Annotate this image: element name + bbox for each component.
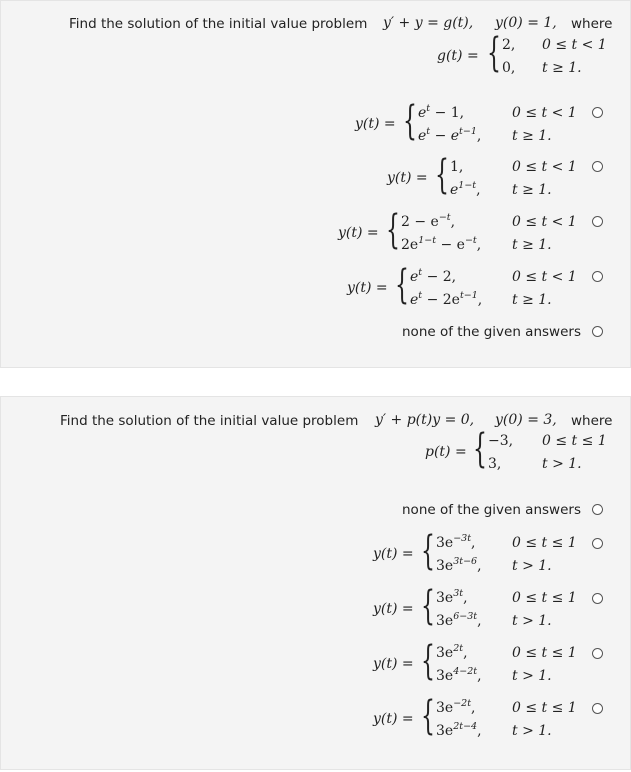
radio-button[interactable] xyxy=(592,648,603,659)
radio-button[interactable] xyxy=(592,504,603,515)
option-case2-condition: t ≥ 1. xyxy=(512,237,552,253)
g-case2-condition: t ≥ 1. xyxy=(542,60,582,76)
p-case1-condition: 0 ≤ t ≤ 1 xyxy=(542,433,607,449)
option-brace: { xyxy=(386,207,400,253)
option-lhs: y(t) = xyxy=(373,546,414,562)
option-case1-condition: 0 ≤ t < 1 xyxy=(512,159,577,175)
option-case2-expr: $3e^{2t-4}$, xyxy=(436,721,482,739)
option-case1-expr: 1, xyxy=(450,159,464,175)
option-lhs: y(t) = xyxy=(373,656,414,672)
option-case2-expr: $2e^{1-t} - e^{-t}$, xyxy=(401,235,482,253)
option-case2-expr: $3e^{6-3t}$, xyxy=(436,611,482,629)
option-case2-condition: t > 1. xyxy=(512,613,552,629)
g-case1-condition: 0 ≤ t < 1 xyxy=(542,37,607,53)
option-case1-condition: 0 ≤ t ≤ 1 xyxy=(512,535,577,551)
option-lhs: y(t) = xyxy=(338,225,379,241)
g-case2-value: 0, xyxy=(502,60,516,76)
question-2-initial-condition: y(0) = 3, xyxy=(495,412,557,428)
option-case1-expr: $e^t - 2$, xyxy=(410,267,457,285)
p-case2-condition: t > 1. xyxy=(542,456,582,472)
radio-button[interactable] xyxy=(592,107,603,118)
option-case2-condition: t > 1. xyxy=(512,558,552,574)
option-brace: { xyxy=(435,152,449,198)
question-1-prompt: Find the solution of the initial value problem xyxy=(69,16,368,32)
option-case1-condition: 0 ≤ t ≤ 1 xyxy=(512,645,577,661)
option-case2-expr: $3e^{3t-6}$, xyxy=(436,556,482,574)
option-case1-expr: $2 - e^{-t}$, xyxy=(401,212,456,230)
option-lhs: y(t) = xyxy=(373,601,414,617)
option-brace: { xyxy=(421,693,435,739)
radio-button[interactable] xyxy=(592,271,603,282)
option-case2-condition: t ≥ 1. xyxy=(512,292,552,308)
option-lhs: y(t) = xyxy=(387,170,428,186)
question-2-equation: y′ + p(t)y = 0, xyxy=(375,412,475,428)
radio-button[interactable] xyxy=(592,593,603,604)
option-brace: { xyxy=(403,98,417,144)
option-case1-expr: $3e^{3t}$, xyxy=(436,588,468,606)
none-of-the-given-answers-label: none of the given answers xyxy=(402,502,581,518)
option-case2-condition: t ≥ 1. xyxy=(512,182,552,198)
option-case1-condition: 0 ≤ t < 1 xyxy=(512,105,577,121)
option-brace: { xyxy=(395,262,409,308)
p-function-brace: { xyxy=(473,426,487,472)
none-of-the-given-answers-label: none of the given answers xyxy=(402,324,581,340)
option-case1-expr: $3e^{2t}$, xyxy=(436,643,468,661)
question-1-where: where xyxy=(571,16,613,32)
option-case2-expr: $e^t - e^{t-1}$, xyxy=(418,126,482,144)
option-brace: { xyxy=(421,583,435,629)
p-function-lhs: p(t) = xyxy=(425,444,467,460)
radio-button[interactable] xyxy=(592,216,603,227)
option-case2-expr: $e^{1-t}$, xyxy=(450,180,481,198)
option-case1-condition: 0 ≤ t ≤ 1 xyxy=(512,700,577,716)
option-case1-condition: 0 ≤ t < 1 xyxy=(512,214,577,230)
option-case2-condition: t > 1. xyxy=(512,723,552,739)
option-lhs: y(t) = xyxy=(355,116,396,132)
option-case2-expr: $e^t - 2e^{t-1}$, xyxy=(410,290,483,308)
option-case1-condition: 0 ≤ t < 1 xyxy=(512,269,577,285)
radio-button[interactable] xyxy=(592,161,603,172)
g-function-lhs: g(t) = xyxy=(437,48,479,64)
p-case1-value: −3, xyxy=(488,433,514,449)
option-case2-condition: t > 1. xyxy=(512,668,552,684)
option-case1-expr: $3e^{-3t}$, xyxy=(436,533,476,551)
option-case1-condition: 0 ≤ t ≤ 1 xyxy=(512,590,577,606)
radio-button[interactable] xyxy=(592,538,603,549)
option-lhs: y(t) = xyxy=(373,711,414,727)
g-function-brace: { xyxy=(487,30,501,76)
option-brace: { xyxy=(421,638,435,684)
question-2-prompt: Find the solution of the initial value problem xyxy=(60,413,359,429)
g-case1-value: 2, xyxy=(502,37,516,53)
question-1-initial-condition: y(0) = 1, xyxy=(495,15,557,31)
option-case2-condition: t ≥ 1. xyxy=(512,128,552,144)
question-2-card xyxy=(0,396,631,770)
p-case2-value: 3, xyxy=(488,456,502,472)
option-case2-expr: $3e^{4-2t}$, xyxy=(436,666,482,684)
option-lhs: y(t) = xyxy=(347,280,388,296)
radio-button[interactable] xyxy=(592,703,603,714)
option-case1-expr: $e^t - 1$, xyxy=(418,103,465,121)
question-1-equation: y′ + y = g(t), xyxy=(383,15,474,31)
option-brace: { xyxy=(421,528,435,574)
question-2-where: where xyxy=(571,413,613,429)
option-case1-expr: $3e^{-2t}$, xyxy=(436,698,476,716)
question-1-card xyxy=(0,0,631,368)
radio-button[interactable] xyxy=(592,326,603,337)
